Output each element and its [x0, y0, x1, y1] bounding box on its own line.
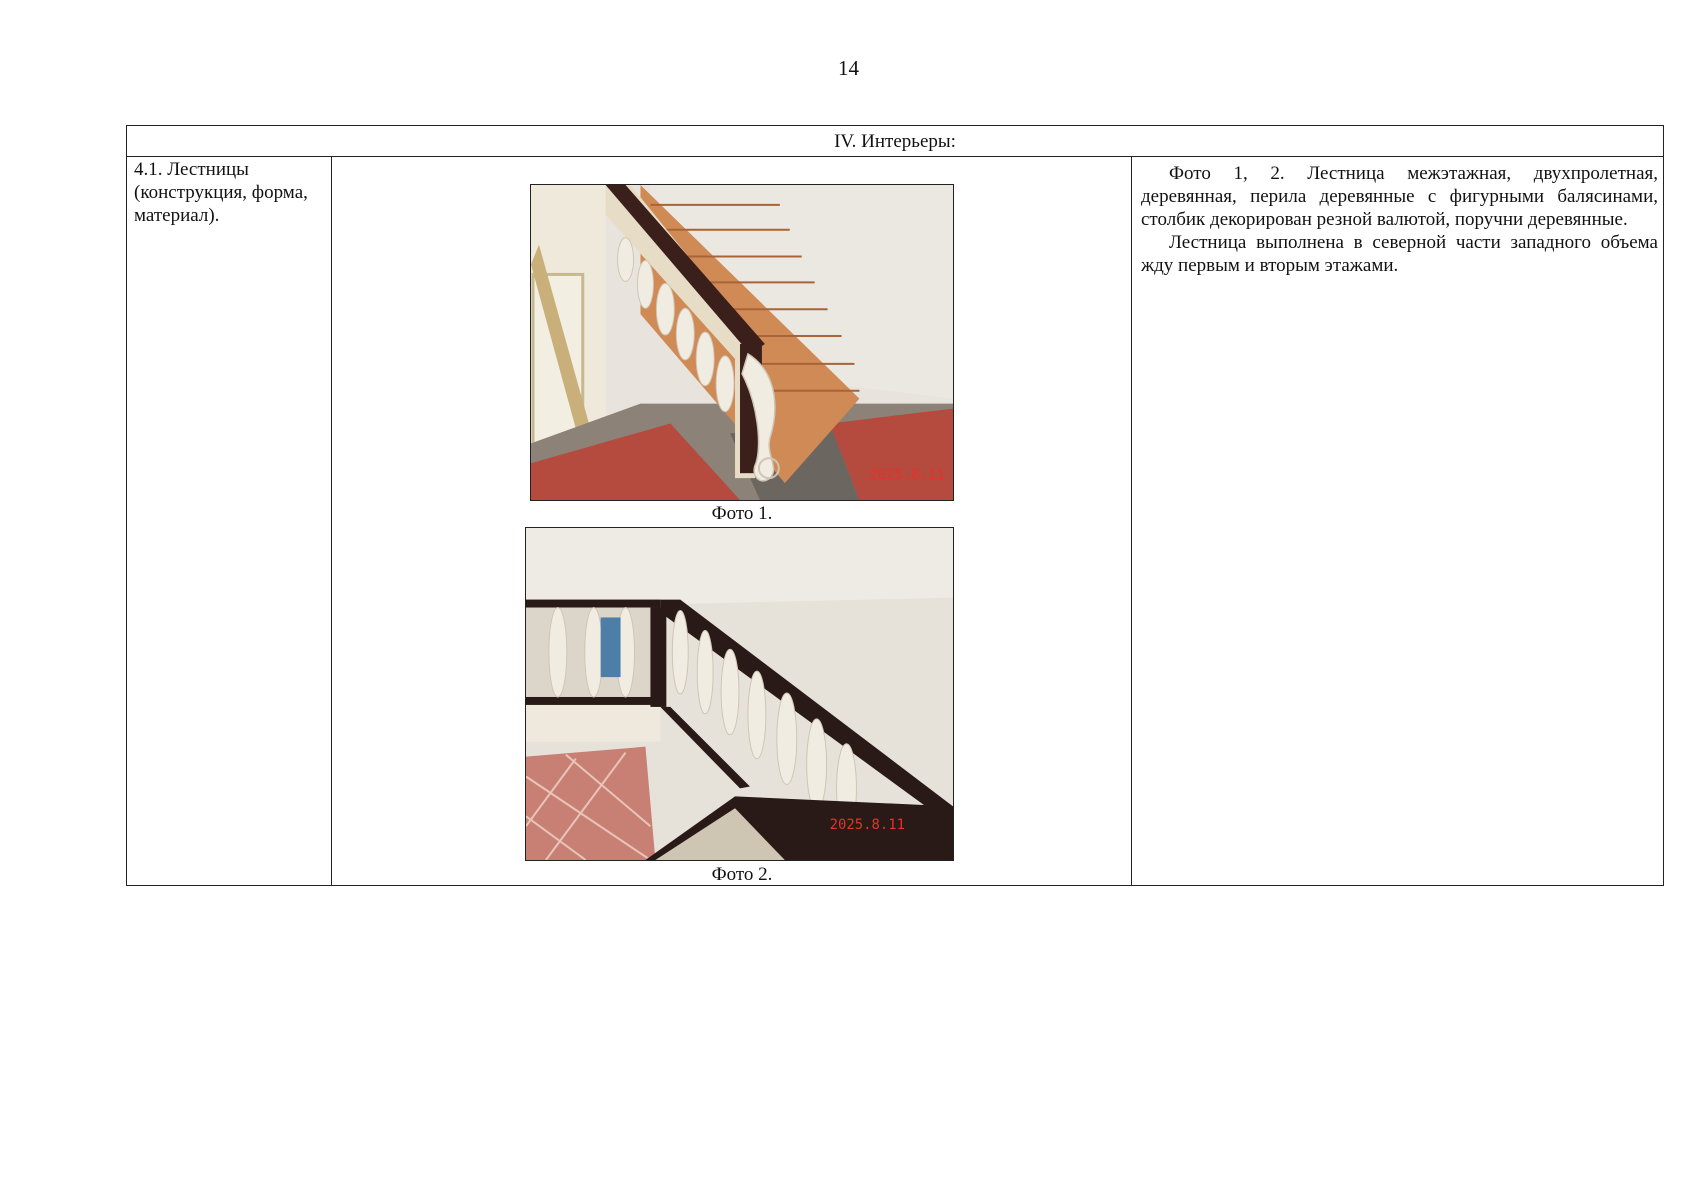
row-description — [1141, 162, 1658, 277]
column-divider — [331, 157, 332, 885]
date-stamp: 2025.8.11 — [869, 467, 945, 484]
page-number: 14 — [838, 56, 859, 80]
staircase-photo-1 — [530, 184, 954, 501]
section-title: IV. Интерьеры: — [127, 126, 1663, 157]
row-label: 4.1. Лестницы (конструкция, форма, материал). — [134, 159, 308, 226]
description-paragraph: Лестница выполнена в северной части западного объема жду первым и вторым этажами. — [1141, 232, 1658, 276]
date-stamp: 2025.8.11 — [829, 817, 905, 834]
staircase-photo-2 — [525, 527, 954, 861]
interiors-table — [126, 125, 1664, 886]
photo-1-caption: Фото 1. — [711, 503, 773, 524]
description-paragraph: Фото 1, 2. Лестница межэтажная, двухпролетная, деревянная, перила деревянные с фигурными балясинами, столбик декорирован резной валютой, поручни деревянные. — [1141, 163, 1658, 230]
column-divider — [1131, 157, 1132, 885]
photo-2-caption: Фото 2. — [711, 864, 773, 885]
